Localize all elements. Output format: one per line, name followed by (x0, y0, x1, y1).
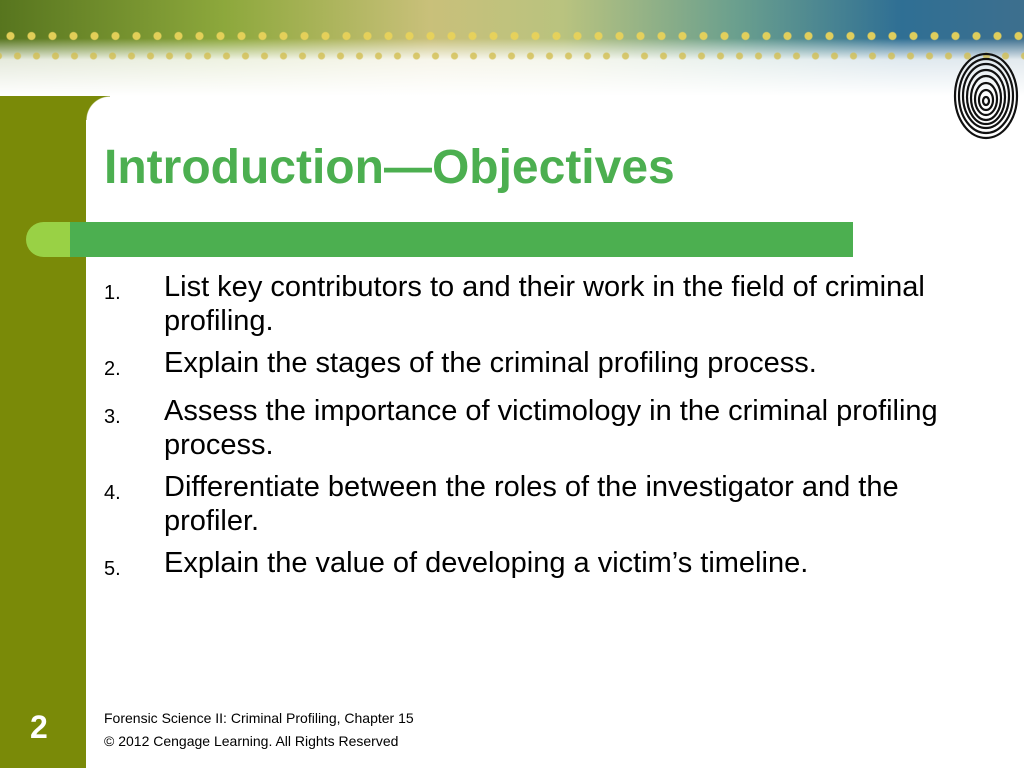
banner-dots-lower (0, 50, 1024, 62)
objective-text: Assess the importance of victimology in the criminal profiling process. (164, 395, 938, 461)
objective-text: List key contributors to and their work in the field of criminal profiling. (164, 271, 925, 337)
sidebar-bar (0, 96, 86, 768)
footer-course-title: Forensic Science II: Criminal Profiling, Chapter 15 (104, 710, 414, 726)
objective-number: 2. (104, 358, 121, 380)
objective-text: Explain the stages of the criminal profiling process. (164, 347, 817, 379)
objective-item (104, 394, 964, 462)
objective-number: 1. (104, 282, 121, 304)
title-rule (70, 222, 853, 257)
footer-copyright: © 2012 Cengage Learning. All Rights Reserved (104, 733, 399, 749)
objectives-list (104, 270, 964, 594)
objective-number: 4. (104, 482, 121, 504)
slide-title: Introduction—Objectives (104, 141, 675, 194)
objective-item (104, 270, 964, 338)
page-number: 2 (30, 709, 48, 745)
header-banner (0, 0, 1024, 96)
objective-number: 5. (104, 558, 121, 580)
banner-dots-upper (0, 30, 1024, 42)
objective-number: 3. (104, 406, 121, 428)
objective-item (104, 346, 964, 386)
objective-item (104, 470, 964, 538)
objective-text: Explain the value of developing a victim’s timeline. (164, 547, 809, 579)
objective-text: Differentiate between the roles of the investigator and the profiler. (164, 471, 899, 537)
fingerprint-icon (951, 50, 1021, 142)
sidebar-corner (86, 96, 110, 120)
objective-item (104, 546, 964, 586)
